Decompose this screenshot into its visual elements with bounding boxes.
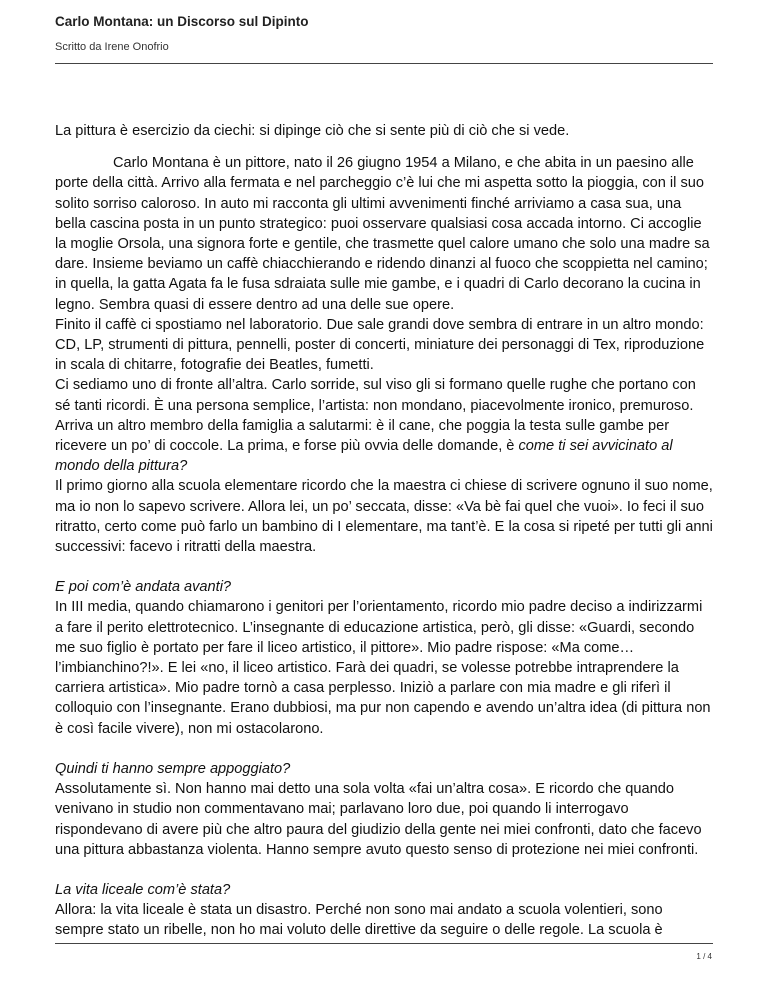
paragraph-intro	[55, 153, 713, 315]
paragraph-dog	[55, 416, 713, 477]
answer-3: Assolutamente sì. Non hanno mai detto una sola volta «fai un’altra cosa». E ricordo che quando venivano in studio non commentavano mai; parlavano loro due, poi quando li interrogavo rispondevano di avere più che altro paura del giudizio della gente nei miei confronti, dato che facevo una pittura abbastanza violenta. Hanno sempre avuto questo senso di protezione nei miei confronti.	[55, 781, 702, 858]
paragraph-laboratory: Finito il caffè ci spostiamo nel laboratorio. Due sale grandi dove sembra di entrare in un altro mondo: CD, LP, strumenti di pittura, pennelli, poster di concerti, miniature dei personaggi di Tex, riproduzione in scala di chitarre, fotografie dei Beatles, fumetti.	[55, 316, 705, 374]
footer-divider	[55, 943, 713, 944]
author-line: Scritto da Irene Onofrio	[55, 41, 169, 53]
question-2: E poi com’è andata avanti?	[55, 579, 232, 596]
question-3: Quindi ti hanno sempre appoggiato?	[55, 760, 291, 777]
document-title: Carlo Montana: un Discorso sul Dipinto	[55, 14, 309, 29]
answer-2: In III media, quando chiamarono i genitori per l’orientamento, ricordo mio padre deciso a indirizzarmi a fare il perito elettrotecnico. L’insegnante di educazione artistica, però, gli disse: «Guardi, secondo me suo figlio è portato per fare il liceo artistico, il pittore». Mio padre rispose: «Ma come… l’imbianchino?!». E lei «no, il liceo artistico. Farà dei quadri, se volesse potrebbe intraprendere la carriera artistica». Mio padre tornò a casa perplesso. Iniziò a parlare con mia madre e gli riferì il colloquio con l’insegnante. Erano dubbiosi, ma pur non capendo e avendo un’altra idea (di pittura non è così facile vivere), non mi ostacolarono.	[55, 599, 711, 737]
answer-1: Il primo giorno alla scuola elementare ricordo che la maestra ci chiese di scrivere ognuno il suo nome, ma io non lo sapevo scrivere. Allora lei, un po’ seccata, disse: «Va bè fai quel che vuoi». Io feci il suo ritratto, certo come può farlo un bambino di I elementare, ma tant’è. E la cosa si ripeté per tutti gli anni successivi: facevo i ritratti della maestra.	[55, 478, 713, 556]
question-1: come ti sei avvicinato al mondo della pittura?	[55, 438, 673, 475]
epigraph: La pittura è esercizio da ciechi: si dipinge ciò che si sente più di ciò che si vede.	[55, 123, 570, 139]
spacer	[55, 860, 713, 880]
article-body	[55, 121, 713, 941]
paragraph-intro-text: Carlo Montana è un pittore, nato il 26 giugno 1954 a Milano, e che abita in un paesino alle porte della città. Arrivo alla fermata e nel parcheggio c’è lui che mi aspetta sotto la pioggia, con il suo solito sorriso caloroso. In auto mi racconta gli ultimi avvenimenti finché arriviamo a casa sua, una bella cascina posta in un punto strategico: puoi osservare qualsiasi cosa accada intorno. Ci accoglie la moglie Orsola, una signora forte e gentile, che trasmette quel calore umano che solo una madre sa dare. Insieme beviamo un caffè chiacchierando e ridendo dinanzi al fuoco che scoppietta nel camino; in quella, la gatta Agata fa le fusa sdraiata sulle mie gambe, e i quadri di Carlo decorano la cucina in legno. Sembra quasi di essere dentro ad una delle sue opere.	[55, 155, 710, 313]
page-number: 1 / 4	[696, 952, 712, 961]
answer-4: Allora: la vita liceale è stata un disastro. Perché non sono mai andato a scuola volentieri, sono sempre stato un ribelle, non ho mai voluto delle direttive da seguire o delle regole. La scuola è	[55, 902, 663, 939]
paragraph-dog-text: Arriva un altro membro della famiglia a salutarmi: è il cane, che poggia la testa sulle gambe per ricevere un po’ di coccole. La prima, e forse più ovvia delle domande, è	[55, 417, 670, 455]
spacer	[55, 739, 713, 759]
paragraph-artist: Ci sediamo uno di fronte all’altra. Carlo sorride, sul viso gli si formano quelle rughe che portano con sé tanti ricordi. È una persona semplice, l’artista: non mondano, piacevolmente ironico, premuroso.	[55, 377, 696, 414]
spacer	[55, 141, 713, 153]
spacer	[55, 557, 713, 577]
header-divider	[55, 63, 713, 64]
question-4: La vita liceale com’è stata?	[55, 881, 231, 898]
